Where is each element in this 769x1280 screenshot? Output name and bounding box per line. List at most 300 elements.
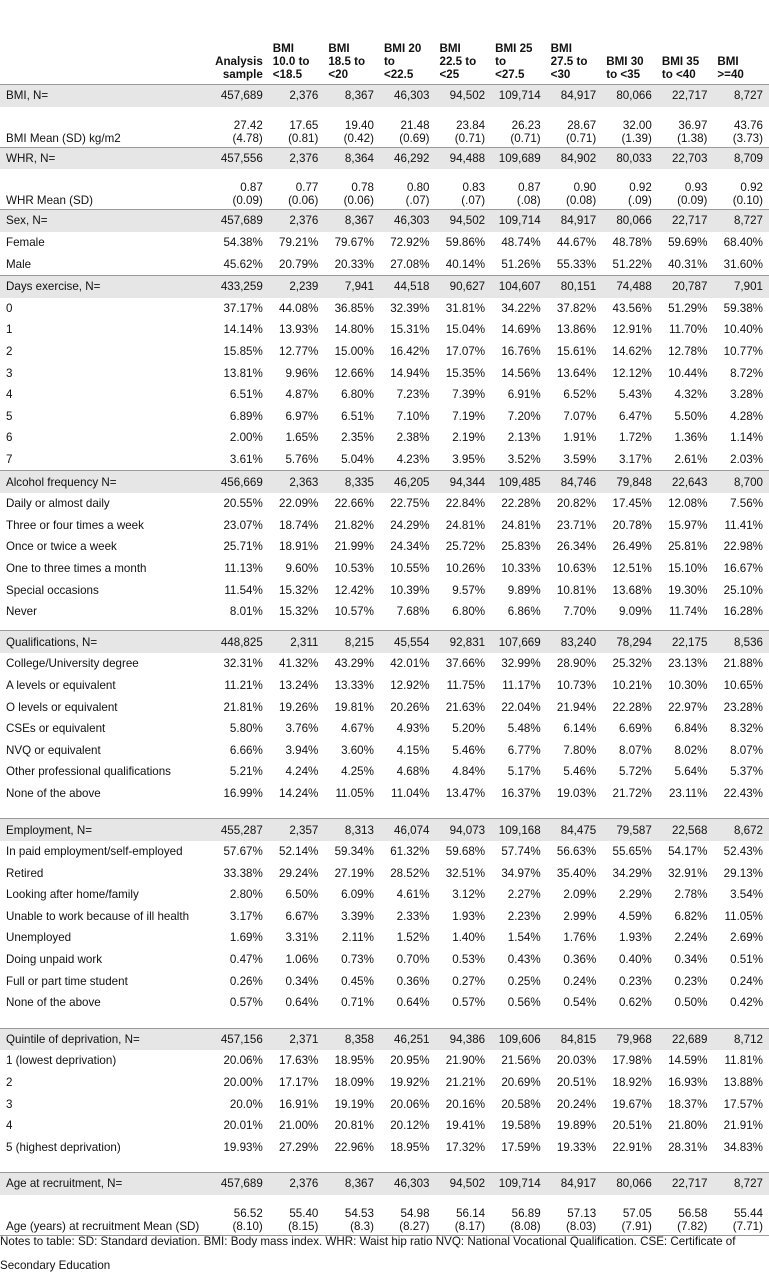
row-label: NVQ or equivalent: [6, 743, 101, 757]
section-header-row: [0, 1173, 769, 1195]
value-cell: 0.27%: [452, 974, 486, 988]
value-cell: 22.43%: [723, 786, 763, 800]
value-cell: 23.07%: [223, 518, 263, 532]
row-label: Doing unpaid work: [6, 953, 103, 967]
value-cell: 6.86%: [507, 605, 541, 619]
value-cell: 22.28%: [501, 497, 541, 511]
spacer-cell: [0, 1158, 769, 1173]
value-cell: 0.57%: [229, 996, 263, 1010]
value-cell: 20.79%: [279, 257, 319, 271]
column-header-label: BMI 25 to <27.5: [495, 42, 533, 82]
table-row: [0, 949, 769, 971]
sd-value: (8.27): [399, 1219, 430, 1233]
column-header: [602, 0, 658, 85]
count-cell: 84,815: [547, 1028, 603, 1050]
count-cell: 109,485: [491, 471, 547, 493]
row-label: 5 (highest deprivation): [6, 1140, 121, 1154]
column-header: [491, 0, 547, 85]
value-cell: 20.33%: [334, 257, 374, 271]
value-cell: [547, 107, 603, 148]
value-cell: 31.81%: [445, 301, 486, 315]
value-cell: 6.77%: [507, 743, 541, 757]
value-cell: 52.14%: [279, 845, 319, 859]
column-header-label: BMI 35 to <40: [661, 55, 700, 82]
value-cell: 4.93%: [396, 722, 430, 736]
value-cell: 11.04%: [391, 786, 430, 800]
mean-value: 21.48: [400, 118, 430, 132]
value-cell: 26.49%: [612, 540, 652, 554]
value-cell: 21.94%: [556, 700, 597, 714]
mean-value: 0.92: [740, 181, 763, 195]
value-cell: 20.00%: [223, 1076, 263, 1090]
mean-value: 0.90: [573, 181, 597, 195]
value-cell: 34.97%: [501, 866, 541, 880]
header-row: [0, 0, 769, 85]
count-cell: 8,335: [324, 471, 380, 493]
row-label: Never: [6, 605, 37, 619]
value-cell: 19.03%: [556, 786, 597, 800]
value-cell: 3.54%: [730, 888, 763, 902]
value-cell: 16.93%: [668, 1076, 708, 1090]
value-cell: 55.65%: [612, 845, 652, 859]
count-cell: 107,669: [491, 631, 547, 653]
value-cell: 11.81%: [724, 1054, 763, 1068]
value-cell: 10.55%: [390, 561, 430, 575]
sd-value: (.07): [405, 194, 430, 208]
value-cell: 11.05%: [335, 786, 374, 800]
table-row: [0, 653, 769, 675]
value-cell: 0.34%: [285, 974, 319, 988]
value-cell: 10.65%: [723, 678, 763, 692]
value-cell: 59.69%: [668, 236, 708, 250]
count-cell: 8,709: [713, 147, 769, 169]
value-cell: 29.13%: [723, 866, 763, 880]
table-row: [0, 761, 769, 783]
count-cell: 22,568: [658, 819, 714, 841]
value-cell: 24.81%: [501, 518, 541, 532]
value-cell: 0.62%: [618, 996, 652, 1010]
value-cell: 21.00%: [279, 1119, 319, 1133]
table-row: [0, 927, 769, 949]
value-cell: 2.00%: [229, 431, 263, 445]
row-label: Looking after home/family: [6, 888, 139, 902]
mean-value: 19.40: [344, 118, 374, 132]
value-cell: 54.17%: [668, 845, 708, 859]
value-cell: 2.11%: [341, 931, 374, 945]
value-cell: 22.97%: [668, 700, 708, 714]
table-row: [0, 1072, 769, 1094]
value-cell: 4.32%: [674, 388, 708, 402]
value-cell: 14.62%: [612, 345, 652, 359]
column-header: [269, 0, 325, 85]
value-cell: 5.21%: [229, 765, 263, 779]
count-cell: 80,066: [602, 210, 658, 232]
mean-value: 56.89: [511, 1206, 541, 1220]
value-cell: 21.21%: [445, 1076, 486, 1090]
column-header-label: BMI 20 to <22.5: [383, 42, 422, 82]
sd-value: (7.91): [621, 1219, 652, 1233]
value-cell: 0.47%: [229, 953, 263, 967]
value-cell: 13.88%: [723, 1076, 763, 1090]
value-cell: 22.75%: [390, 497, 430, 511]
value-cell: 23.71%: [556, 518, 597, 532]
sd-value: (.09): [627, 194, 652, 208]
value-cell: 13.47%: [445, 786, 486, 800]
value-cell: 17.98%: [612, 1054, 652, 1068]
sd-value: (.08): [516, 194, 541, 208]
value-cell: 13.93%: [279, 323, 319, 337]
value-cell: 20.16%: [445, 1097, 486, 1111]
value-cell: 3.17%: [618, 453, 652, 467]
value-cell: 15.04%: [445, 323, 486, 337]
value-cell: 2.69%: [730, 931, 763, 945]
value-cell: 0.36%: [396, 974, 430, 988]
value-cell: 3.39%: [341, 909, 374, 923]
value-cell: 8.07%: [730, 743, 763, 757]
value-cell: 0.53%: [452, 953, 486, 967]
row-label: BMI Mean (SD) kg/m2: [6, 131, 121, 145]
value-cell: 9.09%: [618, 605, 652, 619]
row-label: Age (years) at recruitment Mean (SD): [0, 1195, 206, 1236]
value-cell: 6.91%: [507, 388, 541, 402]
value-cell: 3.60%: [341, 743, 374, 757]
value-cell: 16.28%: [723, 605, 763, 619]
value-cell: 12.12%: [612, 366, 652, 380]
row-label: Unable to work because of ill health: [6, 909, 190, 923]
count-cell: 7,941: [324, 275, 380, 297]
sd-value: (0.71): [454, 131, 486, 145]
column-header-label: BMI >=40: [717, 55, 744, 82]
value-cell: 7.19%: [452, 409, 486, 423]
value-cell: 5.72%: [618, 765, 652, 779]
value-cell: 10.40%: [723, 323, 763, 337]
row-label: Retired: [6, 866, 44, 880]
value-cell: 45.62%: [223, 257, 263, 271]
value-cell: [658, 107, 714, 148]
value-cell: 5.64%: [674, 765, 708, 779]
value-cell: 10.33%: [501, 561, 541, 575]
count-cell: 92,831: [436, 631, 492, 653]
mean-value: 0.93: [684, 181, 708, 195]
row-label: 2: [6, 345, 13, 359]
value-cell: 6.80%: [341, 388, 374, 402]
mean-value: 56.52: [233, 1206, 263, 1220]
value-cell: 16.99%: [223, 786, 263, 800]
table-body: [0, 85, 769, 1236]
value-cell: 51.29%: [668, 301, 708, 315]
table-row: [0, 884, 769, 906]
value-cell: 9.60%: [285, 561, 319, 575]
mean-value: 56.14: [456, 1206, 486, 1220]
table-row: [0, 906, 769, 928]
value-cell: 3.28%: [730, 388, 763, 402]
value-cell: 18.37%: [668, 1097, 708, 1111]
value-cell: 16.76%: [501, 345, 541, 359]
value-cell: 10.77%: [723, 345, 763, 359]
value-cell: 8.07%: [618, 743, 652, 757]
value-cell: 20.78%: [612, 518, 652, 532]
value-cell: 37.66%: [445, 657, 486, 671]
column-header-label: Analysis sample: [215, 55, 263, 82]
mean-value: 23.84: [456, 118, 486, 132]
table-row: [0, 558, 769, 580]
value-cell: 29.24%: [279, 866, 319, 880]
value-cell: 1.36%: [674, 431, 708, 445]
value-cell: 25.10%: [723, 583, 763, 597]
value-cell: 2.33%: [396, 909, 430, 923]
value-cell: 3.76%: [285, 722, 319, 736]
value-cell: 54.38%: [223, 236, 263, 250]
count-cell: 2,357: [269, 819, 325, 841]
row-label: Three or four times a week: [6, 518, 144, 532]
value-cell: 43.29%: [334, 657, 374, 671]
value-cell: 19.67%: [612, 1097, 652, 1111]
count-cell: 84,917: [547, 210, 603, 232]
value-cell: 22.96%: [334, 1140, 374, 1154]
value-cell: [269, 169, 325, 210]
mean-value: 36.97: [678, 118, 708, 132]
sd-value: (1.39): [621, 131, 652, 145]
value-cell: 2.24%: [674, 931, 708, 945]
value-cell: 1.40%: [452, 931, 486, 945]
row-label: Special occasions: [6, 583, 99, 597]
value-cell: 37.82%: [556, 301, 597, 315]
value-cell: 3.94%: [285, 743, 319, 757]
count-cell: 46,303: [380, 1173, 436, 1195]
sd-value: (1.38): [677, 131, 708, 145]
value-cell: 21.56%: [501, 1054, 541, 1068]
row-label: Sex, N=: [0, 210, 206, 232]
sd-value: (0.71): [510, 131, 541, 145]
value-cell: 0.26%: [229, 974, 263, 988]
value-cell: 12.42%: [334, 583, 374, 597]
value-cell: 15.35%: [445, 366, 486, 380]
count-cell: 79,968: [602, 1028, 658, 1050]
section-header-row: [0, 819, 769, 841]
value-cell: 10.57%: [334, 605, 374, 619]
count-cell: 80,066: [602, 1173, 658, 1195]
value-cell: 9.57%: [452, 583, 486, 597]
row-label: 4: [6, 1119, 13, 1133]
value-cell: [380, 107, 436, 148]
sd-value: (.07): [461, 194, 486, 208]
value-cell: 21.81%: [223, 700, 263, 714]
value-cell: 5.43%: [618, 388, 652, 402]
value-cell: 25.81%: [668, 540, 708, 554]
table-row: [0, 1115, 769, 1137]
count-cell: 2,376: [269, 1173, 325, 1195]
value-cell: 5.76%: [285, 453, 319, 467]
sd-value: (0.81): [288, 131, 319, 145]
mean-value: 55.44: [733, 1206, 763, 1220]
value-cell: 11.41%: [724, 518, 763, 532]
value-cell: 32.39%: [390, 301, 430, 315]
value-cell: 22.28%: [612, 700, 652, 714]
value-cell: 1.14%: [730, 431, 763, 445]
count-cell: 22,717: [658, 85, 714, 107]
sd-value: (8.08): [510, 1219, 541, 1233]
spacer-cell: [0, 804, 769, 819]
value-cell: 59.38%: [723, 301, 763, 315]
value-cell: 4.25%: [341, 765, 374, 779]
value-cell: 14.59%: [668, 1054, 708, 1068]
value-cell: 1.65%: [285, 431, 319, 445]
sd-value: (0.08): [565, 194, 597, 208]
table-row: [0, 841, 769, 863]
sd-value: (7.82): [677, 1219, 708, 1233]
value-cell: 23.13%: [668, 657, 708, 671]
count-cell: 8,364: [324, 147, 380, 169]
value-cell: 13.68%: [612, 583, 652, 597]
count-cell: 79,587: [602, 819, 658, 841]
value-cell: 24.81%: [445, 518, 486, 532]
value-cell: 7.70%: [563, 605, 597, 619]
value-cell: 48.74%: [501, 236, 541, 250]
value-cell: 20.58%: [501, 1097, 541, 1111]
mean-value: 57.13: [567, 1206, 597, 1220]
section-spacer: [0, 804, 769, 819]
row-label: WHR, N=: [0, 147, 206, 169]
mean-value: 54.53: [344, 1206, 374, 1220]
sd-value: (8.15): [288, 1219, 319, 1233]
table-row: [0, 298, 769, 320]
value-cell: 10.26%: [445, 561, 486, 575]
value-cell: 0.73%: [341, 953, 374, 967]
count-cell: 2,371: [269, 1028, 325, 1050]
value-cell: 25.72%: [445, 540, 486, 554]
value-cell: 15.32%: [279, 583, 319, 597]
count-cell: 8,367: [324, 1173, 380, 1195]
column-header-label: BMI 22.5 to <25: [439, 42, 477, 82]
value-cell: [380, 169, 436, 210]
count-cell: 8,367: [324, 85, 380, 107]
column-header: [713, 0, 769, 85]
value-cell: 25.71%: [223, 540, 263, 554]
value-cell: 0.56%: [507, 996, 541, 1010]
row-label: 1: [6, 323, 13, 337]
value-cell: 10.30%: [668, 678, 708, 692]
table-row: [0, 319, 769, 341]
table-row: [0, 718, 769, 740]
value-cell: 12.78%: [668, 345, 708, 359]
value-cell: [436, 107, 492, 148]
value-cell: 5.50%: [674, 409, 708, 423]
count-cell: 109,168: [491, 819, 547, 841]
value-cell: 1.91%: [563, 431, 597, 445]
value-cell: [491, 107, 547, 148]
mean-value: 28.67: [567, 118, 597, 132]
table-row: [0, 515, 769, 537]
value-cell: 5.46%: [452, 743, 486, 757]
value-cell: 2.80%: [229, 888, 263, 902]
column-header-label: BMI 18.5 to <20: [328, 42, 366, 82]
value-cell: 59.34%: [334, 845, 374, 859]
table-row: [0, 427, 769, 449]
count-cell: 84,902: [547, 147, 603, 169]
mean-value: 0.77: [295, 181, 319, 195]
count-cell: 84,917: [547, 1173, 603, 1195]
row-label: 0: [6, 301, 13, 315]
section-header-row: [0, 275, 769, 297]
value-cell: 5.04%: [341, 453, 374, 467]
value-cell: 4.67%: [341, 722, 374, 736]
value-cell: 6.14%: [563, 722, 597, 736]
value-cell: 3.59%: [563, 453, 597, 467]
row-label: 1 (lowest deprivation): [6, 1054, 117, 1068]
value-cell: 51.26%: [501, 257, 541, 271]
count-cell: 8,358: [324, 1028, 380, 1050]
value-cell: [547, 169, 603, 210]
sd-value: (0.69): [399, 131, 430, 145]
count-cell: 8,215: [324, 631, 380, 653]
row-label: College/University degree: [6, 657, 139, 671]
value-cell: 20.26%: [390, 700, 430, 714]
count-cell: 83,240: [547, 631, 603, 653]
value-cell: 14.80%: [334, 323, 374, 337]
value-cell: 8.72%: [730, 366, 763, 380]
table-header: [0, 0, 769, 85]
value-cell: 37.17%: [223, 301, 263, 315]
count-cell: 22,689: [658, 1028, 714, 1050]
count-cell: 455,287: [206, 819, 269, 841]
value-cell: 4.61%: [396, 888, 430, 902]
value-cell: 2.27%: [507, 888, 541, 902]
mean-value: 0.78: [351, 181, 374, 195]
row-label: Female: [6, 236, 45, 250]
table-row: [0, 992, 769, 1014]
value-cell: 2.61%: [674, 453, 708, 467]
value-cell: 19.41%: [445, 1119, 486, 1133]
table-row: [0, 232, 769, 254]
value-cell: 19.19%: [334, 1097, 374, 1111]
sd-value: (8.3): [350, 1219, 374, 1233]
row-label: In paid employment/self-employed: [6, 845, 183, 859]
value-cell: 40.31%: [668, 257, 708, 271]
count-cell: 2,239: [269, 275, 325, 297]
value-cell: 18.09%: [334, 1076, 374, 1090]
sd-value: (0.09): [232, 194, 263, 208]
value-cell: 20.69%: [501, 1076, 541, 1090]
value-cell: 15.97%: [668, 518, 708, 532]
sd-value: (0.42): [343, 131, 374, 145]
value-cell: 5.37%: [730, 765, 763, 779]
row-label: One to three times a month: [6, 561, 147, 575]
value-cell: 32.51%: [445, 866, 486, 880]
section-header-row: [0, 631, 769, 653]
value-cell: 20.51%: [612, 1119, 652, 1133]
value-cell: 10.73%: [556, 678, 597, 692]
value-cell: 56.63%: [556, 845, 597, 859]
value-cell: 6.47%: [618, 409, 652, 423]
count-cell: 2,363: [269, 471, 325, 493]
value-cell: 10.53%: [334, 561, 374, 575]
sd-value: (8.03): [565, 1219, 597, 1233]
table-row: [0, 1050, 769, 1072]
spacer-cell: [0, 1014, 769, 1029]
value-cell: 4.87%: [285, 388, 319, 402]
value-cell: 31.60%: [723, 257, 763, 271]
table-row: [0, 107, 769, 148]
count-cell: 46,251: [380, 1028, 436, 1050]
table-row: [0, 384, 769, 406]
mean-value: 0.83: [462, 181, 486, 195]
value-cell: 12.92%: [390, 678, 430, 692]
value-cell: 1.06%: [285, 953, 319, 967]
value-cell: 44.67%: [556, 236, 597, 250]
sd-value: (0.06): [343, 194, 374, 208]
value-cell: 5.80%: [229, 722, 263, 736]
table-row: [0, 696, 769, 718]
